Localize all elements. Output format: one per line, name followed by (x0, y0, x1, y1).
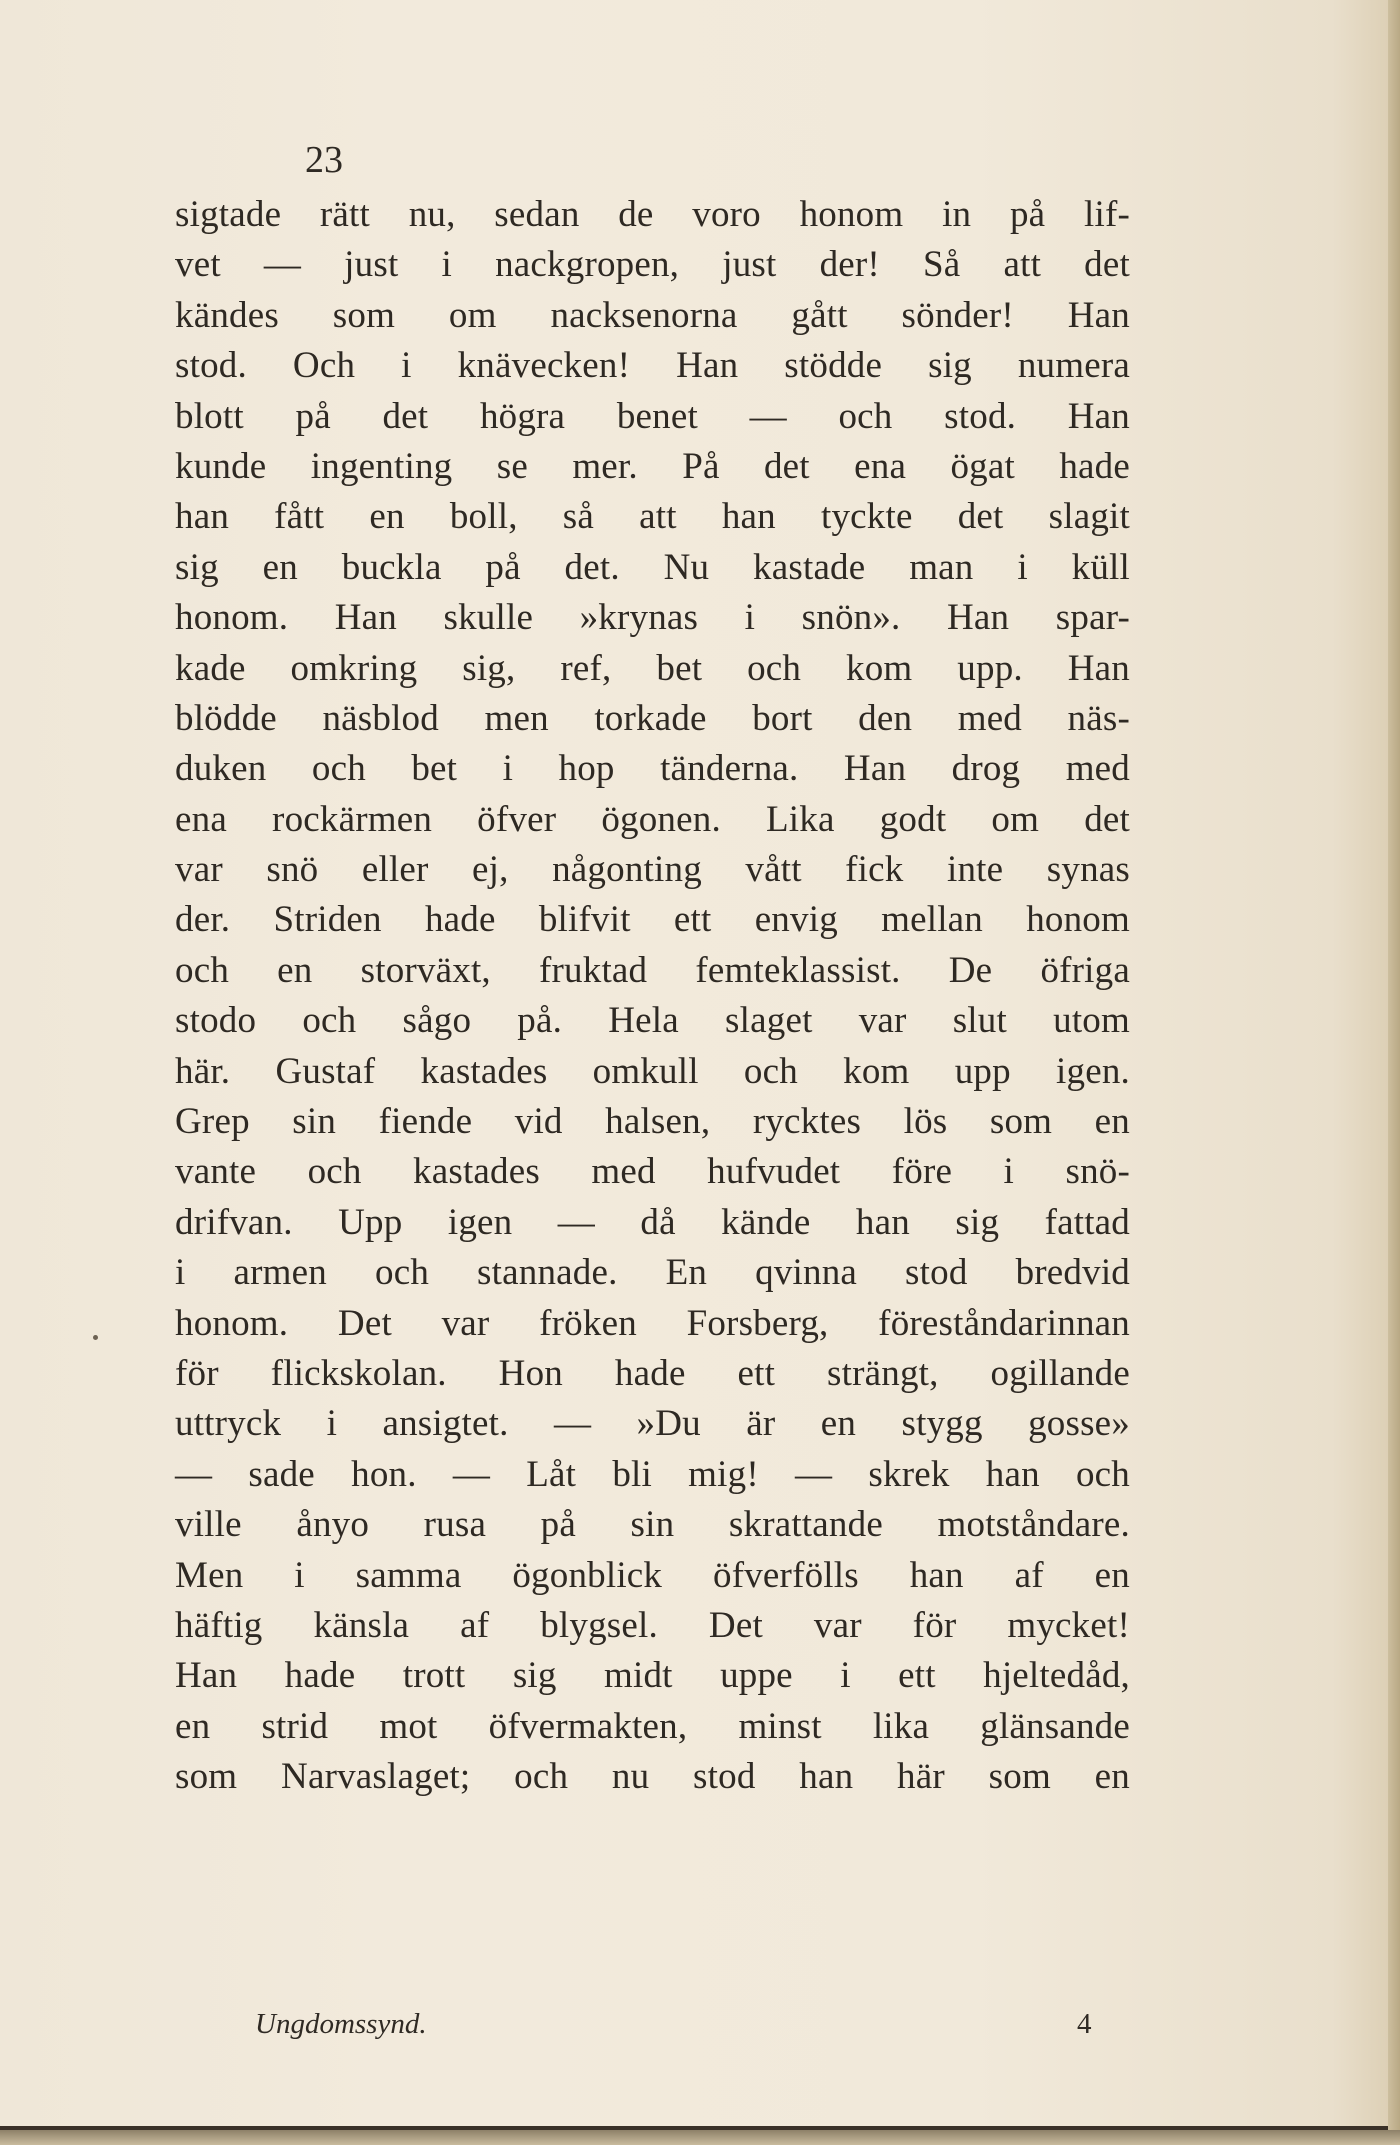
text-line: uttryck i ansigtet. — »Du är en stygg gosse» (175, 1403, 1130, 1445)
text-line: der. Striden hade blifvit ett envig mellan honom (175, 899, 1130, 941)
text-line: drifvan. Upp igen — då kände han sig fattad (175, 1201, 1130, 1243)
text-line: som Narvaslaget; och nu stod han här som en (175, 1756, 1130, 1798)
text-line: honom. Det var fröken Forsberg, föreståndarinnan (175, 1302, 1130, 1344)
text-line: för flickskolan. Hon hade ett strängt, ogillande (175, 1352, 1130, 1394)
text-line: Men i samma ögonblick öfverfölls han af en (175, 1554, 1130, 1596)
text-line: ville ånyo rusa på sin skrattande motståndare. (175, 1504, 1130, 1546)
text-line: kade omkring sig, ref, bet och kom upp. Han (175, 647, 1130, 689)
margin-speck (93, 1335, 98, 1340)
text-line: stod. Och i knävecken! Han stödde sig numera (175, 345, 1130, 387)
text-line: vet — just i nackgropen, just der! Så att det (175, 244, 1130, 286)
text-line: sig en buckla på det. Nu kastade man i küll (175, 546, 1130, 588)
text-line: var snö eller ej, någonting vått fick inte synas (175, 849, 1130, 891)
text-line: stodo och sågo på. Hela slaget var slut utom (175, 1000, 1130, 1042)
text-line: och en storväxt, fruktad femteklassist. De öfriga (175, 949, 1130, 991)
text-line: blödde näsblod men torkade bort den med näs- (175, 697, 1130, 739)
text-line: — sade hon. — Låt bli mig! — skrek han och (175, 1453, 1130, 1495)
text-line: Han hade trott sig midt uppe i ett hjeltedåd, (175, 1655, 1130, 1697)
signature-mark: Ungdomssynd. (255, 2008, 427, 2040)
text-line: ena rockärmen öfver ögonen. Lika godt om det (175, 798, 1130, 840)
scan-bottom-shadow (0, 2130, 1400, 2145)
text-line: kunde ingenting se mer. På det ena ögat hade (175, 445, 1130, 487)
text-line: kändes som om nacksenorna gått sönder! Han (175, 294, 1130, 336)
sheet-number: 4 (1077, 2008, 1092, 2040)
text-line: duken och bet i hop tänderna. Han drog med (175, 748, 1130, 790)
text-line: han fått en boll, så att han tyckte det slagit (175, 496, 1130, 538)
body-text (175, 190, 1130, 1803)
text-line: i armen och stannade. En qvinna stod bredvid (175, 1252, 1130, 1294)
page-footer (255, 2008, 1125, 2052)
text-line: sigtade rätt nu, sedan de voro honom in på lif- (175, 194, 1130, 235)
text-line: honom. Han skulle »krynas i snön». Han spar- (175, 597, 1130, 639)
text-line: blott på det högra benet — och stod. Han (175, 395, 1130, 437)
page-number: 23 (305, 139, 343, 181)
text-line: vante och kastades med hufvudet före i snö- (175, 1151, 1130, 1193)
text-line: Grep sin fiende vid halsen, rycktes lös som en (175, 1101, 1130, 1143)
text-line: här. Gustaf kastades omkull och kom upp igen. (175, 1050, 1130, 1092)
text-line: en strid mot öfvermakten, minst lika glänsande (175, 1705, 1130, 1747)
text-line: häftig känsla af blygsel. Det var för mycket! (175, 1604, 1130, 1646)
page-edge (1388, 0, 1400, 2145)
